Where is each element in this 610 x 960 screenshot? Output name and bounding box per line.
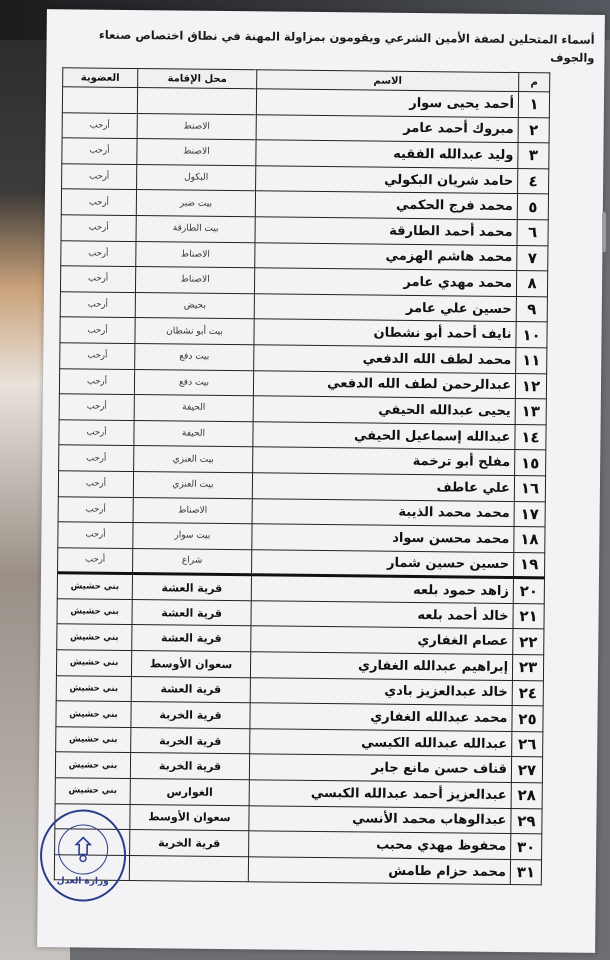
header-residence: محل الإقامة (138, 69, 257, 89)
row-name: عصام الغفاري (251, 626, 513, 654)
row-residence: بيت دفع (135, 343, 254, 370)
row-name: خالد عبدالعزيز بادي (250, 677, 512, 705)
row-membership: أرحب (60, 266, 135, 292)
row-number: ١٥ (515, 450, 546, 476)
row-number: ٣ (518, 143, 549, 169)
row-membership: أرحب (61, 215, 136, 241)
row-residence: الاصنط (137, 139, 256, 166)
row-residence: قرية الخربة (131, 702, 250, 729)
row-membership: أرحب (62, 138, 137, 164)
row-number: ١١ (516, 347, 547, 373)
row-number: ٥ (517, 194, 548, 220)
row-membership: أرحب (58, 496, 133, 522)
row-name: يحيى عبدالله الحيفي (253, 396, 515, 424)
names-table (54, 67, 550, 885)
document-page (37, 9, 605, 953)
row-residence: الاصناط (135, 267, 254, 294)
header-name: الاسم (257, 70, 519, 92)
row-name: عبدالرحمن لطف الله الدفعي (253, 370, 515, 398)
emblem-icon (58, 824, 109, 875)
row-membership: بني حشيش (55, 752, 130, 778)
row-membership: أرحب (59, 419, 134, 445)
row-number: ٦ (517, 220, 548, 246)
header-membership: العضوية (63, 68, 138, 88)
row-name: محمد حزام طامش (248, 857, 510, 885)
row-number: ١٠ (516, 322, 547, 348)
row-membership: بني حشيش (57, 624, 132, 650)
stamp-text: وزارة العدل (56, 876, 109, 887)
row-name: محفوظ مهدي محبب (249, 831, 511, 859)
row-number: ٢١ (513, 603, 544, 629)
row-residence: قرية العشة (132, 625, 251, 652)
row-membership: أرحب (62, 164, 137, 190)
row-residence: بيت أبو نشطان (135, 318, 254, 345)
row-residence: قرية الخربة (130, 753, 249, 780)
row-number: ٤ (518, 168, 549, 194)
row-number: ١٣ (515, 399, 546, 425)
row-name: قناف حسن مانع جابر (249, 754, 511, 782)
row-membership: أرحب (60, 317, 135, 343)
row-name: وليد عبدالله الفقيه (256, 140, 518, 168)
row-number: ٣٠ (511, 834, 542, 860)
row-number: ٢٤ (512, 680, 543, 706)
row-number: ٢٧ (511, 757, 542, 783)
row-name: خالد أحمد بلعه (251, 601, 513, 629)
row-membership: بني حشيش (55, 778, 130, 804)
row-residence: قرية الخربة (130, 830, 249, 857)
row-membership: أرحب (60, 292, 135, 318)
row-membership: أرحب (59, 368, 134, 394)
row-name: محمد مهدي عامر (254, 268, 516, 296)
row-name: إبراهيم عبدالله الغفاري (250, 652, 512, 680)
row-number: ٨ (516, 271, 547, 297)
row-residence: بيت الطارقة (136, 216, 255, 243)
row-number: ١٨ (514, 527, 545, 553)
row-membership (62, 87, 137, 113)
row-name: عبدالله عبدالله الكبسي (250, 729, 512, 757)
row-name: محمد محسن سواد (252, 524, 514, 552)
row-number: ٣١ (510, 859, 541, 885)
row-residence (129, 855, 248, 882)
row-residence: قرية العشة (131, 676, 250, 703)
row-number: ١٢ (515, 373, 546, 399)
row-membership: بني حشيش (56, 650, 131, 676)
row-number: ٢٠ (513, 578, 544, 604)
row-name: محمد محمد الذيبة (252, 498, 514, 526)
row-membership: بني حشيش (56, 701, 131, 727)
row-number: ٢٩ (511, 808, 542, 834)
row-name: محمد فرج الحكمي (255, 191, 517, 219)
row-residence: البكول (137, 164, 256, 191)
row-membership: بني حشيش (57, 573, 132, 599)
row-residence: سعوان الأوسط (130, 804, 249, 831)
row-name: عبدالله إسماعيل الحيفي (253, 422, 515, 450)
row-membership: بني حشيش (56, 675, 131, 701)
row-residence: بحيض (135, 292, 254, 319)
row-number: ٩ (516, 296, 547, 322)
row-number: ١٩ (513, 552, 544, 578)
row-residence: بيت العنزي (134, 446, 253, 473)
row-membership: أرحب (60, 343, 135, 369)
row-number: ٢ (518, 117, 549, 143)
row-residence (137, 88, 256, 115)
row-name: عبدالوهاب محمد الأنسي (249, 805, 511, 833)
row-name: محمد أحمد الطارقة (255, 217, 517, 245)
row-membership: أرحب (59, 445, 134, 471)
row-name: حسين علي عامر (254, 294, 516, 322)
document-title (56, 25, 594, 67)
header-num: م (519, 73, 550, 92)
row-number: ٢٣ (512, 655, 543, 681)
row-residence: الاصناط (133, 497, 252, 524)
row-membership: أرحب (59, 394, 134, 420)
title-line-1: أسماء المتحلين لصفة الأمين الشرعي ويقومون بمزاولة المهنة في نطاق اختصاص صنعاء والجوف (98, 27, 595, 65)
row-name: مفلح أبو ترخمة (253, 447, 515, 475)
row-residence: قرية العشة (132, 574, 251, 601)
row-name: نايف أحمد أبو نشطان (254, 319, 516, 347)
row-residence: سعوان الأوسط (131, 651, 250, 678)
row-residence: بيت ضبر (136, 190, 255, 217)
row-name: علي عاطف (252, 473, 514, 501)
row-membership: بني حشيش (57, 599, 132, 625)
row-name: محمد لطف الله الدفعي (254, 345, 516, 373)
row-residence: الغوارس (130, 779, 249, 806)
row-residence: شراع (133, 548, 252, 575)
row-residence: الحيفة (134, 395, 253, 422)
row-membership: أرحب (61, 240, 136, 266)
row-membership: أرحب (58, 471, 133, 497)
row-membership: أرحب (61, 189, 136, 215)
row-membership: أرحب (58, 547, 133, 573)
row-membership: أرحب (62, 112, 137, 138)
row-number: ١ (518, 92, 549, 118)
row-name: محمد هاشم الهزمي (255, 242, 517, 270)
row-residence: الحيفة (134, 420, 253, 447)
row-residence: بيت العنزي (133, 471, 252, 498)
table-row (54, 855, 541, 886)
row-name: عبدالعزيز أحمد عبدالله الكبسي (249, 780, 511, 808)
row-residence: بيت سوار (133, 523, 252, 550)
row-number: ١٧ (514, 501, 545, 527)
row-name: حامد شريان البكولي (256, 166, 518, 194)
row-number: ٧ (517, 245, 548, 271)
row-residence: الاصنط (137, 113, 256, 140)
official-stamp (40, 809, 127, 902)
row-number: ١٤ (515, 424, 546, 450)
row-number: ٢٢ (513, 629, 544, 655)
row-number: ٢٦ (512, 731, 543, 757)
row-number: ١٦ (514, 475, 545, 501)
row-name: أحمد يحيى سوار (256, 89, 518, 117)
row-residence: قرية الخربة (131, 727, 250, 754)
scrollbar[interactable] (602, 212, 606, 252)
row-name: مبروك أحمد عامر (256, 114, 518, 142)
row-residence: الاصناط (136, 241, 255, 268)
row-membership: أرحب (58, 522, 133, 548)
row-name: حسين حسين شمار (252, 549, 514, 577)
row-number: ٢٥ (512, 706, 543, 732)
row-name: زاهد حمود بلعه (251, 575, 513, 603)
row-name: محمد عبدالله الغفاري (250, 703, 512, 731)
row-number: ٢٨ (511, 783, 542, 809)
row-membership: بني حشيش (56, 727, 131, 753)
row-residence: قرية العشة (132, 599, 251, 626)
row-residence: بيت دفع (134, 369, 253, 396)
